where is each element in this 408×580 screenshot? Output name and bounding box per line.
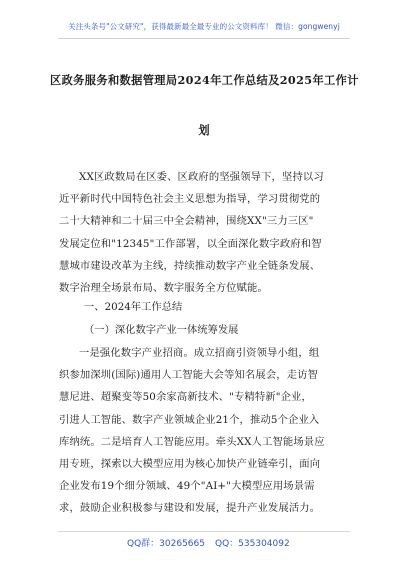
header-banner: 关注头条号"公文研究"，获得最新最全最专业的公文资料库！ 微信：gongwenyj	[68, 22, 340, 31]
body-line: 求，鼓励企业积极参与建设和发展，提升产业发展活力。	[59, 502, 321, 515]
body-line: 织参加深圳(国际)通用人工智能大会等知名展会，走访智	[59, 369, 319, 382]
body-line: 企业发布19个细分领域、49个"AI+"大模型应用场景需	[59, 480, 315, 493]
footer-qq-number: QQ：535304092	[215, 539, 290, 549]
body-line: 慧尼进、超聚变等50余家高新技术、"专精特新"企业，	[59, 391, 313, 404]
footer-divider	[58, 531, 350, 532]
section-heading: 一、2024年工作总结	[84, 301, 183, 313]
document-title: 区政务服务和数据管理局2024年工作总结及2025年工作计	[50, 73, 359, 87]
intro-line: 二十大精神和二十届三中全会精神，围绕XX"三力三区"	[59, 215, 314, 228]
intro-line: 发展定位和"12345"工作部署，以全面深化数字政府和智	[59, 237, 322, 250]
body-line: 引进人工智能、数字产业领域企业21个，推动5个企业入	[59, 413, 320, 426]
document-title-continuation: 划	[198, 123, 210, 137]
intro-line: 数字治理全场景布局、数字服务全方位赋能。	[59, 282, 268, 295]
intro-line: XX区政数局在区委、区政府的坚强领导下，坚持以习	[79, 171, 324, 183]
intro-paragraph	[59, 166, 353, 299]
body-line: 一是强化数字产业招商。成立招商引资领导小组，组	[79, 347, 320, 359]
intro-line: 慧城市建设改革为主线，持续推动数字产业全链条发展、	[59, 259, 321, 272]
body-line: 用专班，探索以大模型应用为核心加快产业链牵引，面向	[59, 458, 321, 471]
subsection-heading: （一）深化数字产业一体统筹发展	[84, 324, 239, 336]
body-paragraph	[59, 342, 353, 520]
footer-qq-group: QQ群：30265665	[127, 539, 205, 549]
body-line: 库纳统。二是培育人工智能应用。牵头XX人工智能场景应	[59, 435, 325, 448]
header-divider	[58, 38, 350, 39]
intro-line: 近平新时代中国特色社会主义思想为指导，学习贯彻党的	[59, 193, 321, 206]
